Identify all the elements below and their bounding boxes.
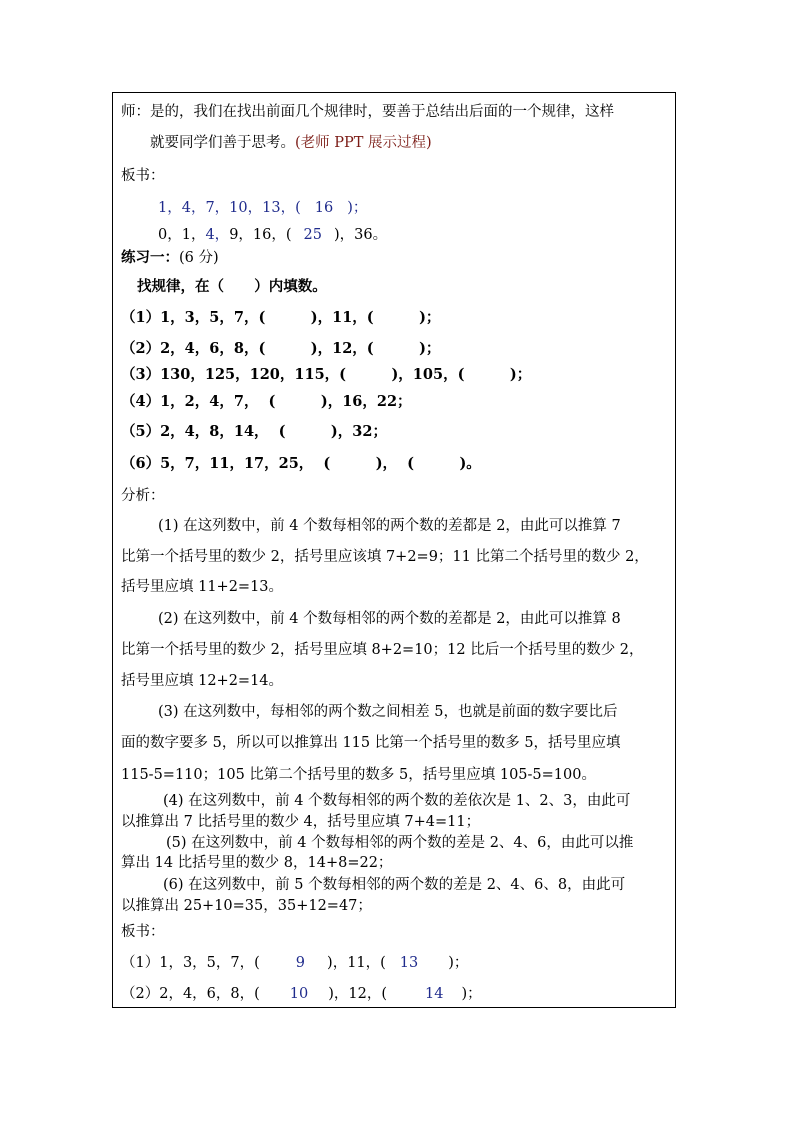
row1-mid: )，11，( xyxy=(327,955,386,971)
analysis-line: 以推算出 7 比括号里的数少 4，括号里应填 7+4=11； xyxy=(121,814,481,830)
analysis-line: 括号里应填 12+2=14。 xyxy=(121,673,284,689)
analysis-line: 以推算出 25+10=35，35+12=47； xyxy=(121,898,372,914)
intro-line-1: 师：是的，我们在找出前面几个规律时，要善于总结出后面的一个规律，这样 xyxy=(121,104,614,120)
analysis-line: 括号里应填 11+2=13。 xyxy=(121,579,284,595)
analysis-line: 面的数字要多 5，所以可以推算出 115 比第一个括号里的数多 5，括号里应填 xyxy=(121,735,621,751)
analysis-line: (2) 在这列数中，前 4 个数每相邻的两个数的差都是 2，由此可以推算 8 xyxy=(158,611,621,627)
row1-prefix: （1）1，3，5，7，( xyxy=(121,955,260,971)
row2-prefix: （2）2，4，6，8，( xyxy=(121,986,260,1002)
seq2-answer: 25 xyxy=(303,227,322,243)
intro-line-2-text: 就要同学们善于思考。 xyxy=(150,135,295,151)
analysis-line: 比第一个括号里的数少 2，括号里应该填 7+2=9；11 比第二个括号里的数少 2， xyxy=(121,549,649,565)
analysis-line: (6) 在这列数中，前 5 个数每相邻的两个数的差是 2、4、6、8，由此可 xyxy=(163,877,626,893)
seq1-prefix: 1，4，7，10，13，( xyxy=(158,200,301,216)
exercise-item-3: （3）130，125，120，115，( )，105，( )； xyxy=(121,366,532,383)
analysis-line: (3) 在这列数中，每相邻的两个数之间相差 5，也就是前面的数字要比后 xyxy=(158,704,618,720)
analysis-line: (4) 在这列数中，前 4 个数每相邻的两个数的差依次是 1、2、3，由此可 xyxy=(163,793,631,809)
row2-mid: )，12，( xyxy=(328,986,388,1002)
intro-line-2 xyxy=(150,134,432,152)
analysis-line: 比第一个括号里的数少 2，括号里应填 8+2=10；12 比后一个括号里的数少 2， xyxy=(121,642,644,658)
row1-answer-a: 9 xyxy=(295,955,306,971)
exercise-instruction: 找规律，在（ ）内填数。 xyxy=(137,278,327,295)
board-label-1: 板书： xyxy=(121,168,165,184)
row1-suffix: )； xyxy=(448,955,469,971)
analysis-line: (1) 在这列数中，前 4 个数每相邻的两个数的差都是 2，由此可以推算 7 xyxy=(158,518,621,534)
seq1-answer: 16 xyxy=(314,200,334,216)
exercise-item-1: （1）1，3，5，7，( )，11，( )； xyxy=(121,309,441,326)
analysis-label: 分析： xyxy=(121,488,165,504)
row2-suffix: )； xyxy=(461,986,482,1002)
seq1-suffix: )； xyxy=(347,200,368,216)
exercise-score: (6 分) xyxy=(179,250,219,266)
seq2-blue: 4， xyxy=(205,227,230,243)
analysis-line: 115-5=110；105 比第二个括号里的数多 5，括号里应填 105-5=100。 xyxy=(121,767,596,783)
exercise-heading xyxy=(121,249,219,267)
row2-answer-b: 14 xyxy=(425,986,444,1002)
board1-seq2 xyxy=(158,226,387,244)
ppt-note: (老师 PPT 展示过程) xyxy=(295,135,432,151)
board2-row-2 xyxy=(121,985,482,1003)
exercise-item-4: （4）1，2，4，7， ( )，16，22； xyxy=(121,393,412,410)
row1-answer-b: 13 xyxy=(399,955,419,971)
exercise-item-5: （5）2，4，8，14， ( )，32； xyxy=(121,423,387,440)
seq2-mid: 9，16，( xyxy=(229,227,292,243)
board-label-2: 板书： xyxy=(121,924,165,940)
board1-seq1 xyxy=(158,199,367,217)
row2-answer-a: 10 xyxy=(289,986,309,1002)
seq2-suffix: )，36。 xyxy=(333,227,388,243)
analysis-line: 算出 14 比括号里的数少 8，14+8=22； xyxy=(121,855,393,871)
analysis-line: (5) 在这列数中，前 4 个数每相邻的两个数的差是 2、4、6，由此可以推 xyxy=(166,835,634,851)
seq2-prefix: 0，1， xyxy=(158,227,206,243)
board2-row-1 xyxy=(121,954,468,972)
exercise-title: 练习一： xyxy=(121,249,179,266)
exercise-item-6: （6）5，7，11，17，25， ( )， ( )。 xyxy=(121,455,481,472)
exercise-item-2: （2）2，4，6，8，( )，12，( )； xyxy=(121,340,441,357)
